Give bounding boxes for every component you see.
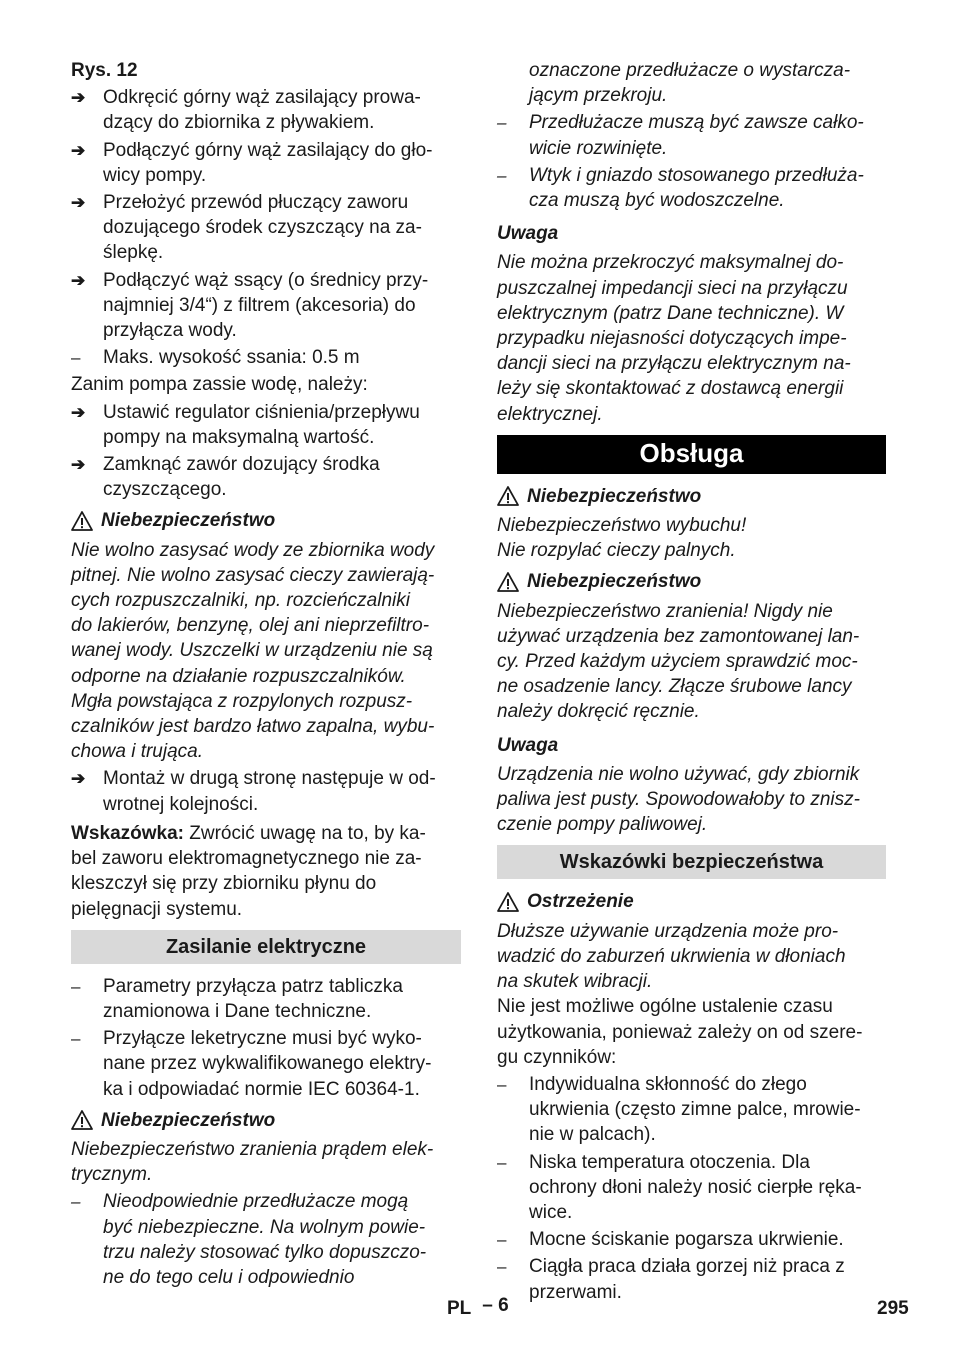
note-paragraph: [71, 821, 461, 922]
text-line: Dłuższe używanie urządzenia może pro-: [497, 920, 839, 942]
item-line: trzu należy stosować tylko dopuszczo-: [103, 1241, 427, 1263]
arrow-icon: ➔: [71, 140, 86, 160]
item-line: przyłącza wody.: [103, 320, 237, 342]
danger-dash-item: [71, 1189, 461, 1290]
item-line: wice.: [529, 1201, 573, 1223]
text-line: wadzić do zaburzeń ukrwienia w dłoniach: [497, 945, 846, 967]
text-line: Nie rozpylać cieczy palnych.: [497, 540, 736, 562]
item-line: ochrony dłoni należy nosić cierpłe ręka-: [529, 1176, 862, 1198]
dash-icon: –: [497, 1230, 507, 1250]
uwaga-title: Uwaga: [497, 223, 559, 245]
text-line: trycznym.: [71, 1164, 153, 1186]
left-column: [71, 58, 461, 1290]
item-line: Podłączyć górny wąż zasilający do gło-: [103, 139, 433, 161]
dash-item: [497, 110, 886, 160]
item-line: ślepkę.: [103, 242, 164, 264]
uwaga-text-2: [497, 762, 886, 838]
item-line: Niska temperatura otoczenia. Dla: [529, 1151, 810, 1173]
text-line: przypadku niejasności dotyczących impe-: [497, 328, 847, 350]
danger-heading-4: [497, 569, 886, 594]
item-line: Indywidualna skłonność do złego: [529, 1073, 807, 1095]
arrow-icon: ➔: [71, 402, 86, 422]
steps-list-1: [71, 85, 461, 343]
dash-icon: –: [497, 1257, 507, 1277]
item-line: Mocne ściskanie pogarsza ukrwienie.: [529, 1229, 844, 1251]
danger-title-2: Niebezpieczeństwo: [101, 1109, 276, 1131]
arrow-icon: ➔: [71, 270, 86, 290]
item-line: Parametry przyłącza patrz tabliczka: [103, 975, 403, 997]
text-line: Urządzenia nie wolno używać, gdy zbiornik: [497, 763, 860, 785]
item-line: wicy pompy.: [103, 164, 207, 186]
warning-triangle-icon: [497, 486, 519, 506]
text-line: czalników jest bardzo łatwo zapalna, wybu-: [71, 716, 435, 738]
dash-item: [497, 163, 886, 213]
item-line: nane przez wykwalifikowanego elektry-: [103, 1053, 432, 1075]
section-heading-safety: Wskazówki bezpieczeństwa: [497, 845, 886, 879]
item-line: ka i odpowiadać normie IEC 60364-1.: [103, 1078, 420, 1100]
step-item: [71, 452, 461, 502]
dash-list-right: [497, 110, 886, 213]
arrow-icon: ➔: [71, 193, 86, 213]
text-line: do lakierów, benzynę, olej ani nieprzefiltro-: [71, 615, 430, 637]
factor-item: [497, 1227, 886, 1252]
warning-triangle-icon: [71, 1110, 93, 1130]
danger-heading: [71, 508, 461, 533]
dash-list-2: [71, 974, 461, 1102]
dash-list-1: [71, 345, 461, 370]
text-line: cych rozpuszczalniki, np. rozcieńczalniki: [71, 590, 410, 612]
footer-local-page: – 6: [482, 1295, 509, 1316]
item-line: Nieodpowiednie przedłużacze mogą: [103, 1191, 409, 1213]
text-line: Niebezpieczeństwo wybuchu!: [497, 515, 747, 537]
item-line: ne do tego celu i odpowiednio: [103, 1266, 355, 1288]
item-line: Przełożyć przewód płuczący zaworu: [103, 192, 409, 214]
item-line: wicie rozwinięte.: [529, 137, 668, 159]
item-line: być niebezpieczne. Na wolnym powie-: [103, 1216, 426, 1238]
dash-icon: –: [497, 1152, 507, 1172]
note-line: kleszczył się przy zbiorniku płynu do: [71, 873, 377, 895]
factor-item: [497, 1072, 886, 1148]
continued-item: [497, 58, 886, 108]
step-item: [71, 400, 461, 450]
uwaga-heading-2: [497, 733, 886, 758]
dash-item: [71, 345, 461, 370]
note-line: pielęgnacji systemu.: [71, 898, 243, 920]
text-line: Niebezpieczeństwo zranienia prądem elek-: [71, 1138, 434, 1160]
uwaga-text: [497, 250, 886, 426]
arrow-icon: ➔: [71, 769, 86, 789]
dash-icon: –: [71, 1029, 81, 1049]
figure-label: Rys. 12: [71, 60, 138, 81]
text-line: odporne na działanie rozpuszczalników.: [71, 665, 406, 687]
text-line: Niebezpieczeństwo zranienia! Nigdy nie: [497, 600, 833, 622]
text-line: elektrycznym (patrz Dane techniczne). W: [497, 302, 844, 324]
text-line: puszczalnej impedancji sieci na przyłączu: [497, 277, 848, 299]
item-line: Przyłącze leketryczne musi być wyko-: [103, 1028, 422, 1050]
item-line: przerwami.: [529, 1281, 622, 1303]
item-line: Podłączyć wąż ssący (o średnicy przy-: [103, 269, 429, 291]
dash-icon: –: [71, 348, 81, 368]
danger-title-3: Niebezpieczeństwo: [527, 485, 702, 507]
uwaga-title-2: Uwaga: [497, 734, 559, 756]
note-line: bel zaworu elektromagnetycznego nie za-: [71, 848, 422, 870]
steps-list-3: [71, 766, 461, 816]
danger-text-3: [497, 513, 886, 563]
section-heading-obsluga: Obsługa: [497, 435, 886, 474]
dash-item: [71, 1026, 461, 1102]
danger-text: [71, 538, 461, 765]
item-line: nie w palcach).: [529, 1124, 656, 1146]
step-item: [71, 268, 461, 344]
step-item: [71, 138, 461, 188]
warning-text: [497, 919, 886, 995]
warning-heading: [497, 889, 886, 914]
page-number: 295: [877, 1298, 909, 1319]
usage-text: [497, 994, 886, 1070]
danger-text-4: [497, 599, 886, 725]
step-item: [71, 766, 461, 816]
dash-icon: –: [497, 165, 507, 185]
item-line: znamionowa i Dane techniczne.: [103, 1000, 372, 1022]
text-line: Nie wolno zasysać wody ze zbiornika wody: [71, 539, 435, 561]
item-line: Ciągła praca działa gorzej niż praca z: [529, 1256, 845, 1278]
text-line: należy dokręcić ręcznie.: [497, 701, 700, 723]
step-item: [71, 190, 461, 266]
item-line: Odkręcić górny wąż zasilający prowa-: [103, 87, 421, 109]
text-line: na skutek wibracji.: [497, 971, 653, 993]
item-line: wrotnej kolejności.: [103, 793, 259, 815]
danger-heading-2: [71, 1108, 461, 1133]
uwaga-heading: [497, 221, 886, 246]
footer-language: [447, 1295, 509, 1320]
text-line: paliwa jest pusty. Spowodowałoby to znisz-: [497, 789, 860, 811]
item-line: Wtyk i gniazdo stosowanego przedłuża-: [529, 164, 864, 186]
factor-item: [497, 1150, 886, 1226]
warning-triangle-icon: [71, 511, 93, 531]
arrow-icon: ➔: [71, 455, 86, 475]
danger-heading-3: [497, 484, 886, 509]
item-line: Zamknąć zawór dozujący środka: [103, 454, 380, 476]
warning-triangle-icon: [497, 572, 519, 592]
danger-title: Niebezpieczeństwo: [101, 510, 276, 532]
dash-icon: –: [497, 113, 507, 133]
item-line: Montaż w drugą stronę następuje w od-: [103, 768, 436, 790]
dash-icon: –: [71, 976, 81, 996]
step-item: [71, 85, 461, 135]
text-line: leży się skontaktować z dostawcą energii: [497, 378, 844, 400]
section-heading-power: Zasilanie elektryczne: [71, 930, 461, 964]
text-line: Nie można przekroczyć maksymalnej do-: [497, 252, 844, 274]
warning-triangle-icon: [497, 892, 519, 912]
text-line: użytkowania, ponieważ zależy on od szere-: [497, 1021, 863, 1043]
right-column: [497, 58, 886, 1305]
dash-icon: –: [497, 1074, 507, 1094]
item-line: czyszczącego.: [103, 479, 227, 501]
text-line: elektrycznej.: [497, 403, 603, 425]
danger-title-4: Niebezpieczeństwo: [527, 571, 702, 593]
steps-list-2: [71, 400, 461, 503]
danger-text-2: [71, 1137, 461, 1187]
item-line: cza muszą być wodoszczelne.: [529, 190, 785, 212]
dash-icon: –: [71, 1192, 81, 1212]
footer-lang-code: PL: [447, 1298, 471, 1319]
dash-item: [71, 1189, 461, 1290]
text-line: gu czynników:: [497, 1046, 617, 1068]
note-line: Zwrócić uwagę na to, by ka-: [183, 822, 426, 844]
text-line: cy. Przed każdym użyciem sprawdzić moc-: [497, 651, 858, 673]
warning-title: Ostrzeżenie: [527, 891, 634, 913]
text-line: używać urządzenia bez zamontowanej lan-: [497, 625, 860, 647]
factor-item: [497, 1254, 886, 1304]
dash-item: [71, 974, 461, 1024]
item-line: Maks. wysokość ssania: 0.5 m: [103, 347, 360, 369]
text-line: Mgła powstająca z rozpylonych rozpusz-: [71, 690, 413, 712]
item-line: dzący do zbiornika z pływakiem.: [103, 112, 375, 134]
text-line: Nie jest możliwe ogólne ustalenie czasu: [497, 996, 833, 1018]
item-line: ukrwienia (często zimne palce, mrowie-: [529, 1099, 861, 1121]
item-line: pompy na maksymalną wartość.: [103, 426, 375, 448]
item-line: oznaczone przedłużacze o wystarcza-: [529, 60, 851, 81]
arrow-icon: ➔: [71, 88, 86, 108]
item-line: Przedłużacze muszą być zawsze całko-: [529, 112, 864, 134]
item-line: Ustawić regulator ciśnienia/przepływu: [103, 401, 420, 423]
factors-list: [497, 1072, 886, 1305]
item-line: najmniej 3/4“) z filtrem (akcesoria) do: [103, 294, 416, 316]
item-line: dozującego środek czyszczący na za-: [103, 217, 422, 239]
item-line: jącym przekroju.: [529, 85, 668, 107]
before-pump-text: Zanim pompa zassie wodę, należy:: [71, 374, 368, 396]
text-line: czenie pompy paliwowej.: [497, 814, 708, 836]
text-line: chowa i trująca.: [71, 741, 204, 763]
text-line: wanej wody. Uszczelki w urządzeniu nie są: [71, 640, 433, 662]
note-label: Wskazówka:: [71, 822, 184, 844]
text-line: pitnej. Nie wolno zasysać cieczy zawierają-: [71, 564, 435, 586]
text-line: dancji sieci na przyłączu elektrycznym na-: [497, 353, 851, 375]
text-line: ne osadzenie lancy. Złącze śrubowe lancy: [497, 676, 852, 698]
